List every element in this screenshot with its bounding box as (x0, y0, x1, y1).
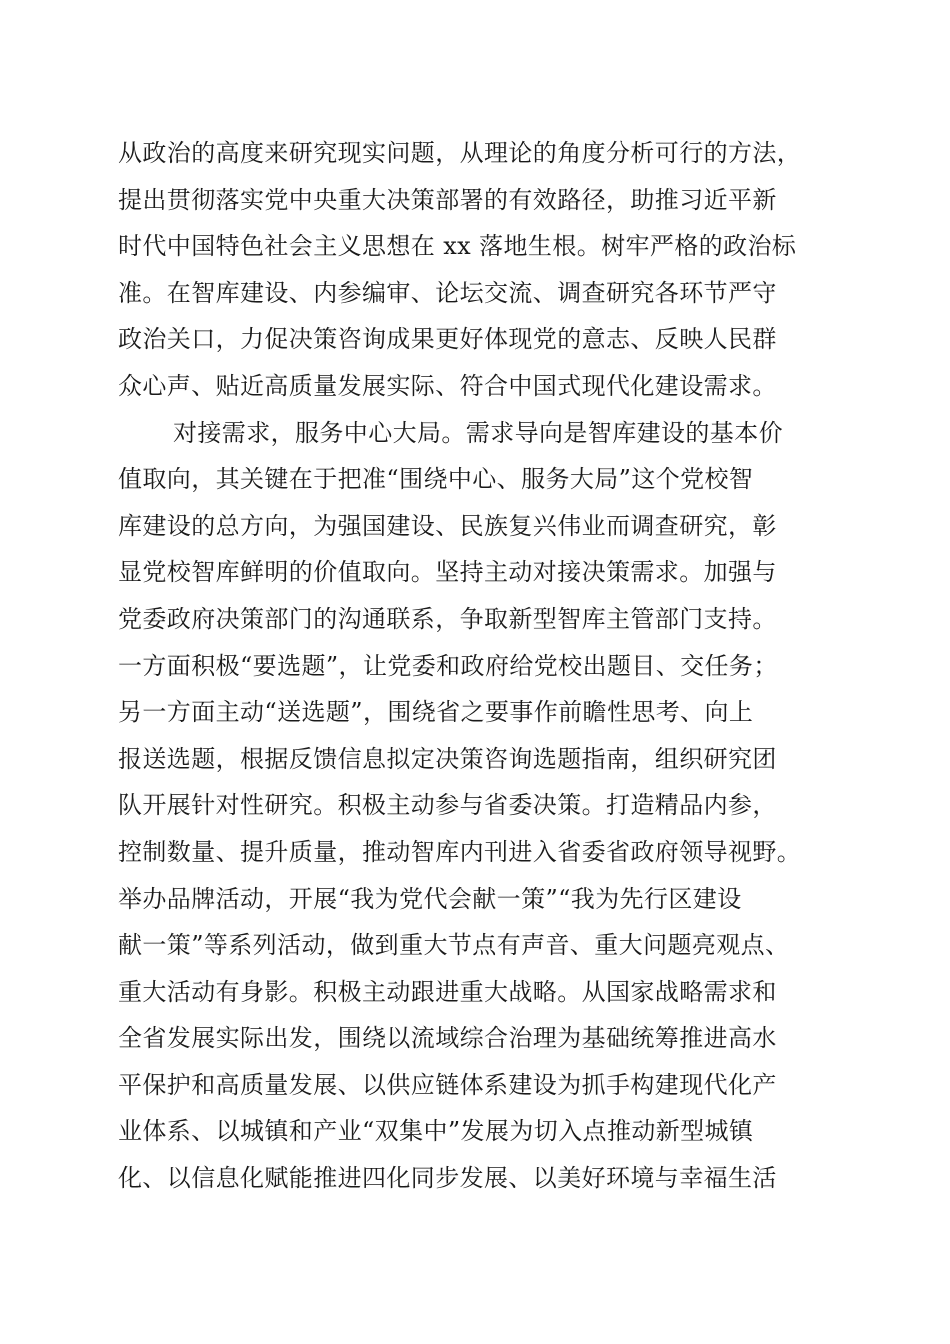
text-line: 化、以信息化赋能推进四化同步发展、以美好环境与幸福生活 (118, 1164, 777, 1193)
text-line: 全省发展实际出发，围绕以流域综合治理为基础统筹推进高水 (118, 1024, 777, 1053)
text-line: 库建设的总方向，为强国建设、民族复兴伟业而调查研究，彰 (118, 511, 777, 540)
text-line: 显党校智库鲜明的价值取向。坚持主动对接决策需求。加强与 (118, 558, 777, 587)
text-line: 众心声、贴近高质量发展实际、符合中国式现代化建设需求。 (118, 371, 777, 400)
text-line: 党委政府决策部门的沟通联系，争取新型智库主管部门支持。 (118, 604, 777, 633)
text-line: 举办品牌活动，开展“我为党代会献一策”“我为先行区建设 (118, 884, 742, 913)
text-line: 重大活动有身影。积极主动跟进重大战略。从国家战略需求和 (118, 977, 777, 1006)
text-line: 报送选题，根据反馈信息拟定决策咨询选题指南，组织研究团 (118, 744, 777, 773)
paragraph-first-line: 对接需求，服务中心大局。需求导向是智库建设的基本价 (173, 418, 783, 447)
text-line: 献一策”等系列活动，做到重大节点有声音、重大问题亮观点、 (118, 931, 790, 960)
text-line: 业体系、以城镇和产业“双集中”发展为切入点推动新型城镇 (118, 1117, 754, 1146)
text-line: 队开展针对性研究。积极主动参与省委决策。打造精品内参， (118, 791, 777, 820)
text-line: 准。在智库建设、内参编审、论坛交流、调查研究各环节严守 (118, 278, 777, 307)
text-line: 平保护和高质量发展、以供应链体系建设为抓手构建现代化产 (118, 1070, 777, 1099)
text-line: 控制数量、提升质量，推动智库内刊进入省委省政府领导视野。 (118, 837, 802, 866)
text-line: 值取向，其关键在于把准“围绕中心、服务大局”这个党校智 (118, 465, 754, 494)
text-line: 提出贯彻落实党中央重大决策部署的有效路径，助推习近平新 (118, 185, 777, 214)
text-line: 一方面积极“要选题”，让党委和政府给党校出题目、交任务； (118, 651, 778, 680)
text-line: 时代中国特色社会主义思想在 xx 落地生根。树牢严格的政治标 (118, 232, 797, 261)
text-line: 从政治的高度来研究现实问题，从理论的角度分析可行的方法， (118, 139, 802, 167)
text-line: 另一方面主动“送选题”，围绕省之要事作前瞻性思考、向上 (118, 698, 754, 727)
text-line: 政治关口，力促决策咨询成果更好体现党的意志、反映人民群 (118, 325, 777, 354)
body-text (118, 130, 838, 1202)
